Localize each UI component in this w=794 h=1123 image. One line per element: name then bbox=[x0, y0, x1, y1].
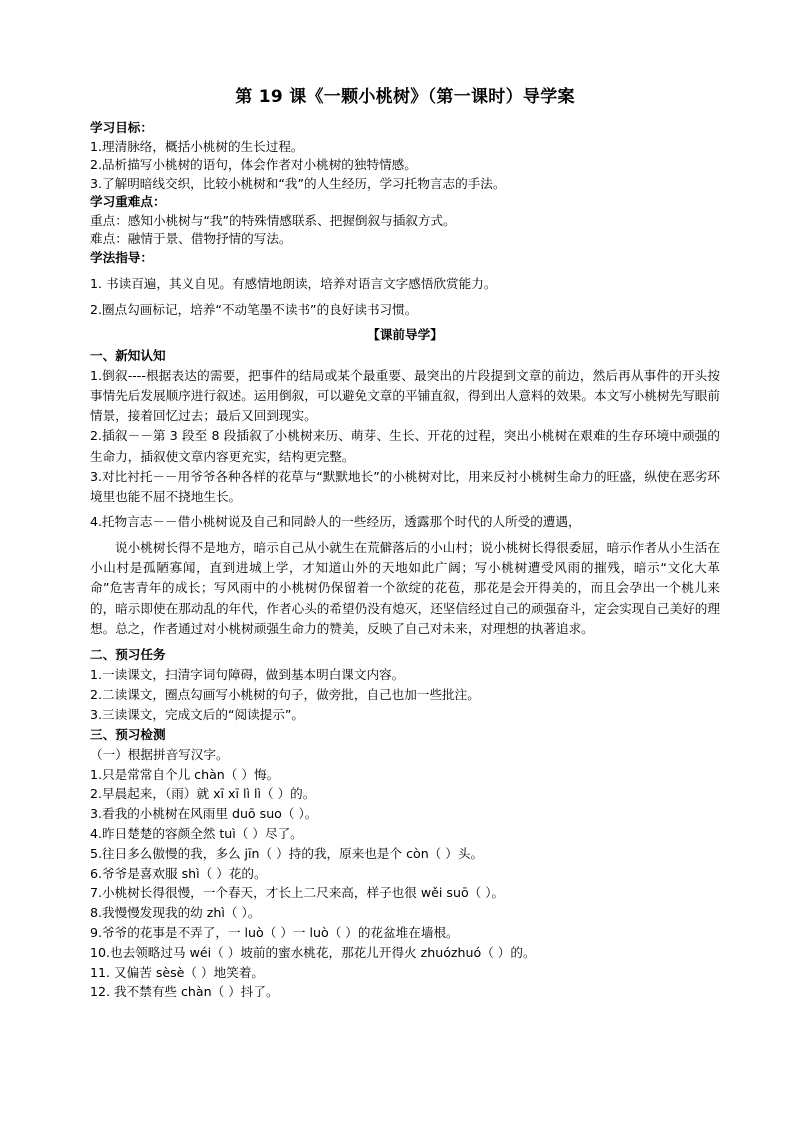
objectives-heading: 学习目标： bbox=[90, 120, 153, 135]
tasks-heading: 二、预习任务 bbox=[90, 647, 166, 663]
symbolism-explanation: 说小桃树长得不是地方，暗示自己从小就生在荒僻落后的小山村；说小桃树长得很委屈，暗示作者从小生活在小山村是孤陋寡闻，直到进城上学，才知道山外的天地如此广阔；写小桃树遭受风雨的摧残，暗示“文化大革命”危害青年的成长；写风雨中的小桃树仍保留着一个欲绽的花苞，那花是会开得美的，而且会孕出一个桃儿来的，暗示即使在那动乱的年代，作者心头的希望仍没有熄灭，还坚信经过自己的顽强奋斗，定会实现自己美好的理想。总之，作者通过对小桃树顽强生命力的赞美，反映了自己对未来，对理想的执著追求。 bbox=[90, 539, 720, 637]
task-item: 1.一读课文，扫清字词句障碍，做到基本明白课文内容。 bbox=[90, 667, 405, 683]
pinyin-item: 10.也去领略过马 wéi（ ）坡前的蜜水桃花，那花儿开得火 zhuózhuó（ ）的。 bbox=[90, 944, 536, 960]
check-heading: 三、预习检测 bbox=[90, 726, 166, 742]
pinyin-item: 3.看我的小桃树在风雨里 duō suo（ ）。 bbox=[90, 806, 318, 822]
keypoints-heading: 学习重难点： bbox=[90, 194, 166, 209]
page-title: 第 19 课《一颗小桃树》（第一课时）导学案 bbox=[235, 87, 575, 107]
preclass-heading: 【课前导学】 bbox=[367, 327, 443, 342]
pinyin-item: 1.只是常常自个儿 chàn（ ）悔。 bbox=[90, 766, 280, 782]
method-item: 1. 书读百遍，其义自见。有感情地朗读，培养对语言文字感悟欣赏能力。 bbox=[90, 276, 497, 291]
new-knowledge-heading: 一、新知认知 bbox=[90, 348, 166, 363]
check-subheading: （一）根据拼音写汉字。 bbox=[90, 746, 229, 762]
method-item: 2.圈点勾画标记，培养“不动笔墨不读书”的良好读书习惯。 bbox=[90, 302, 418, 317]
knowledge-flashback: 1.倒叙----根据表达的需要，把事件的结局或某个最重要、最突出的片段提到文章的前边，然后再从事件的开头按事情先后发展顺序进行叙述。运用倒叙，可以避免文章的平铺直叙，得到出人意料的效果。本文写小桃树先写眼前情景，接着回忆过去；最后又回到现实。 bbox=[90, 367, 720, 424]
method-heading: 学法指导： bbox=[90, 249, 153, 265]
knowledge-contrast: 3.对比衬托－－用爷爷各种各样的花草与“默默地长”的小桃树对比，用来反衬小桃树生命力的旺盛，纵使在恶劣环境里也能不屈不挠地生长。 bbox=[90, 468, 720, 505]
objective-item: 1.理清脉络，概括小桃树的生长过程。 bbox=[90, 138, 304, 154]
pinyin-item: 7.小桃树长得很慢，一个春天，才长上二尺来高，样子也很 wěi suō（ ）。 bbox=[90, 885, 505, 901]
knowledge-symbolism: 4.托物言志－－借小桃树说及自己和同龄人的一些经历，透露那个时代的人所受的遭遇， bbox=[90, 513, 581, 529]
pinyin-item: 5.往日多么傲慢的我，多么 jīn（ ）持的我，原来也是个 còn（ ）头。 bbox=[90, 845, 484, 861]
pinyin-item: 8.我慢慢发现我的幼 zhì（ ）。 bbox=[90, 905, 261, 921]
pinyin-item: 2.早晨起来，（雨）就 xī xī lì lì（ ）的。 bbox=[90, 786, 316, 802]
task-item: 2.二读课文，圈点勾画写小桃树的句子，做旁批，自己也加一些批注。 bbox=[90, 687, 480, 703]
pinyin-item: 12. 我不禁有些 chàn（ ）抖了。 bbox=[90, 984, 279, 1000]
task-item: 3.三读课文，完成文后的“阅读提示”。 bbox=[90, 706, 304, 722]
keypoint-difficulty: 难点：融情于景、借物抒情的写法。 bbox=[90, 231, 292, 246]
objective-item: 2.品析描写小桃树的语句，体会作者对小桃树的独特情感。 bbox=[90, 157, 417, 172]
knowledge-interpolation: 2.插叙－－第 3 段至 8 段插叙了小桃树来历、萌芽、生长、开花的过程，突出小桃树在艰难的生存环境中顽强的生命力，插叙使文章内容更充实，结构更完整。 bbox=[90, 428, 720, 464]
keypoint-focus: 重点：感知小桃树与“我”的特殊情感联系、把握倒叙与插叙方式。 bbox=[90, 212, 456, 228]
pinyin-item: 11. 又偏苦 sèsè（ ）地笑着。 bbox=[90, 964, 265, 980]
pinyin-item: 6.爷爷是喜欢服 shì（ ）花的。 bbox=[90, 865, 267, 881]
objective-item: 3.了解明暗线交织，比较小桃树和“我”的人生经历，学习托物言志的手法。 bbox=[90, 175, 506, 191]
pinyin-item: 4.昨日楚楚的容颜全然 tuì（ ）尽了。 bbox=[90, 825, 303, 841]
document-page bbox=[90, 82, 720, 1002]
pinyin-item: 9.爷爷的花事是不弄了，一 luò（ ）一 luò（ ）的花盆堆在墙根。 bbox=[90, 924, 459, 940]
